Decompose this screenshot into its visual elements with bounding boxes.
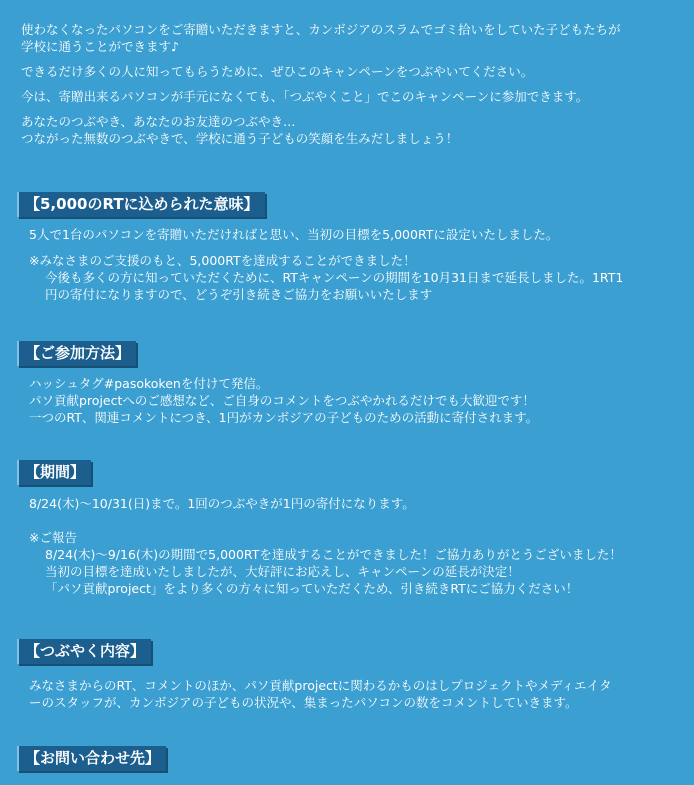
section-body-content: [29, 677, 689, 711]
howto-text: ハッシュタグ#pasokokenを付けて発信。 パソ貢献projectへのご感想など、ご自身のコメントをつぶやかれるだけでも大歓迎です！ 一つのRT、関連コメントにつき、1円がカンボジアの子どものための活動に寄付されます。: [29, 376, 539, 425]
intro-paragraph-1: 使わなくなったパソコンをご寄贈いただきますと、カンボジアのスラムでゴミ拾いをしていた子どもたちが 学校に通うことができます♪: [21, 22, 621, 54]
section-heading-meaning: 【5,000のRTに込められた意味】: [17, 192, 265, 217]
period-note-body: 8/24(木)～9/16(木)の期間で5,000RTを達成することができました！ご協力ありがとうございました！ 当初の目標を達成いたしましたが、大好評にお応えし、キャンペーンの延長が決定！ 「パソ貢献project」をより多くの方々に知っていただくため、引き続きRTにご協力ください！: [45, 547, 622, 596]
intro-text: [21, 21, 683, 155]
section-heading-contact: 【お問い合わせ先】: [17, 746, 166, 771]
section-heading-content: 【つぶやく内容】: [17, 639, 151, 664]
period-text: 8/24(木)～10/31(日)まで。1回のつぶやきが1円の寄付になります。: [29, 496, 415, 511]
intro-paragraph-4: あなたのつぶやき、あなたのお友達のつぶやき… つながった無数のつぶやきで、学校に通う子どもの笑顔を生みだしましょう！: [21, 114, 459, 146]
section-heading-howto: 【ご参加方法】: [17, 341, 136, 366]
section-heading-period: 【期間】: [17, 460, 91, 485]
intro-paragraph-2: できるだけ多くの人に知ってもらうために、ぜひこのキャンペーンをつぶやいてください。: [21, 64, 534, 79]
meaning-note-head: ※みなさまのご支援のもと、5,000RTを達成することができました！: [29, 253, 416, 268]
meaning-note-body: 今後も多くの方に知っていただくために、RTキャンペーンの期間を10月31日まで延長しました。1RT1 円の寄付になりますので、どうぞ引き続きご協力をお願いいたします: [45, 270, 624, 302]
section-body-period: [29, 495, 689, 597]
section-body-howto: [29, 375, 689, 426]
content-text: みなさまからのRT、コメントのほか、パソ貢献projectに関わるかものはしプロジェクトやメディエイタ ーのスタッフが、カンボジアの子どもの状況や、集まったパソコンの数をコメントしていきます。: [29, 678, 612, 710]
period-note-head: ※ご報告: [29, 530, 77, 545]
meaning-text: 5人で1台のパソコンを寄贈いただければと思い、当初の目標を5,000RTに設定いたしました。: [29, 227, 559, 242]
intro-paragraph-3: 今は、寄贈出来るパソコンが手元になくても、「つぶやくこと」でこのキャンペーンに参加できます。: [21, 89, 589, 104]
section-body-meaning: [29, 226, 689, 303]
